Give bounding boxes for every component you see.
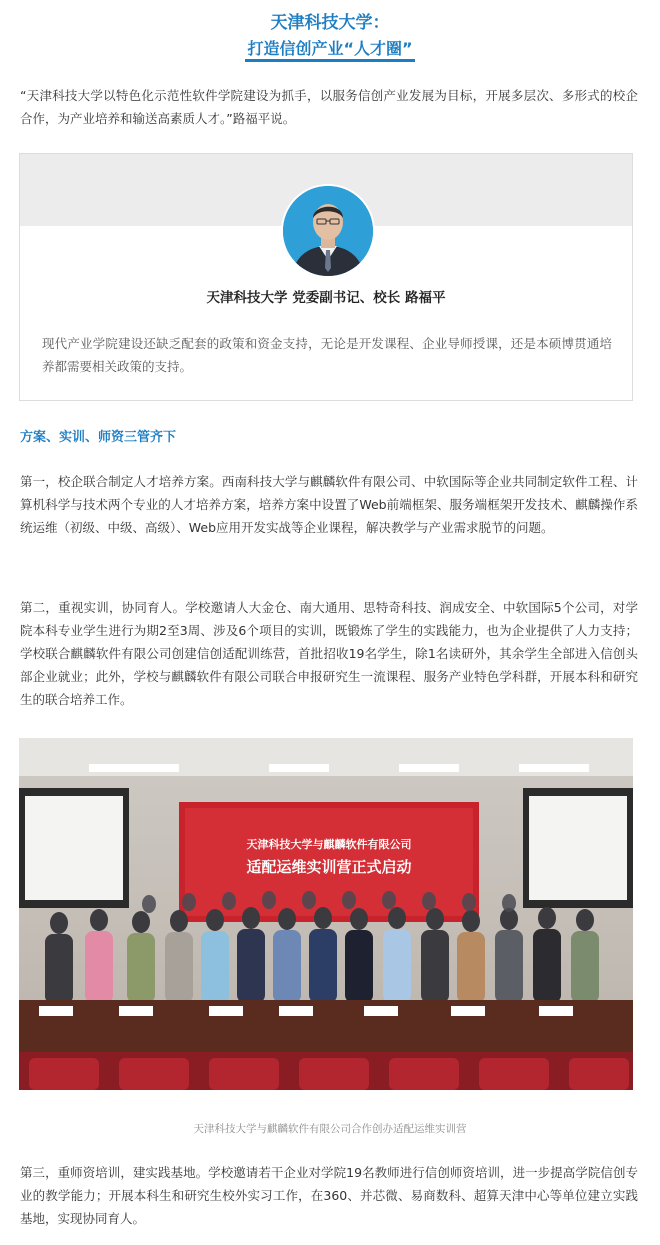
avatar <box>281 184 375 278</box>
article-title <box>0 12 660 60</box>
title-line-2: 打造信创产业“人才圈” <box>245 39 414 62</box>
banner-line-2: 适配运维实训营正式启动 <box>246 858 412 876</box>
photo-caption: 天津科技大学与麒麟软件有限公司合作创办适配运维实训营 <box>193 1123 467 1135</box>
paragraph-first: 第一，校企联合制定人才培养方案。西南科技大学与麒麟软件有限公司、中软国际等企业共同制定软件工程、计算机科学与技术两个专业的人才培养方案，培养方案中设置了Web前端框架、服务端框架开发技术、麒麟操作系统运维（初级、中级、高级）、Web应用开发实战等企业课程，解决教学与产业需求脱节的问题。 <box>20 474 638 535</box>
title-line-1: 天津科技大学： <box>270 13 390 33</box>
paragraph-second: 第二，重视实训，协同育人。学校邀请人大金仓、南大通用、思特奇科技、润成安全、中软国际5个公司，对学院本科专业学生进行为期2至3周、涉及6个项目的实训，既锻炼了学生的实践能力，也为企业提供了人力支持；学校联合麒麟软件有限公司创建信创适配训练营，首批招收19名学生，除1名读研外，其余学生全部进入信创头部企业就业；此外，学校与麒麟软件有限公司联合申报研究生一流课程、服务产业特色学科群，开展本科和研究生的联合培养工作。 <box>20 600 638 707</box>
profile-name: 天津科技大学 党委副书记、校长 路福平 <box>206 290 446 306</box>
group-photo <box>19 738 633 1090</box>
section-heading: 方案、实训、师资三管齐下 <box>20 430 177 445</box>
profile-card <box>19 153 633 401</box>
profile-quote: 现代产业学院建设还缺乏配套的政策和资金支持，无论是开发课程、企业导师授课，还是本硕博贯通培养都需要相关政策的支持。 <box>42 336 612 374</box>
banner-line-1: 天津科技大学与麒麟软件有限公司 <box>246 838 412 851</box>
intro-paragraph: “天津科技大学以特色化示范性软件学院建设为抓手，以服务信创产业发展为目标，开展多层次、多形式的校企合作，为产业培养和输送高素质人才。”路福平说。 <box>20 88 638 126</box>
paragraph-third: 第三，重师资培训，建实践基地。学校邀请若干企业对学院19名教师进行信创师资培训，进一步提高学院信创专业的教学能力；开展本科生和研究生校外实习工作，在360、并芯微、易商数科、超算天津中心等单位建立实践基地，实现协同育人。 <box>20 1165 638 1226</box>
